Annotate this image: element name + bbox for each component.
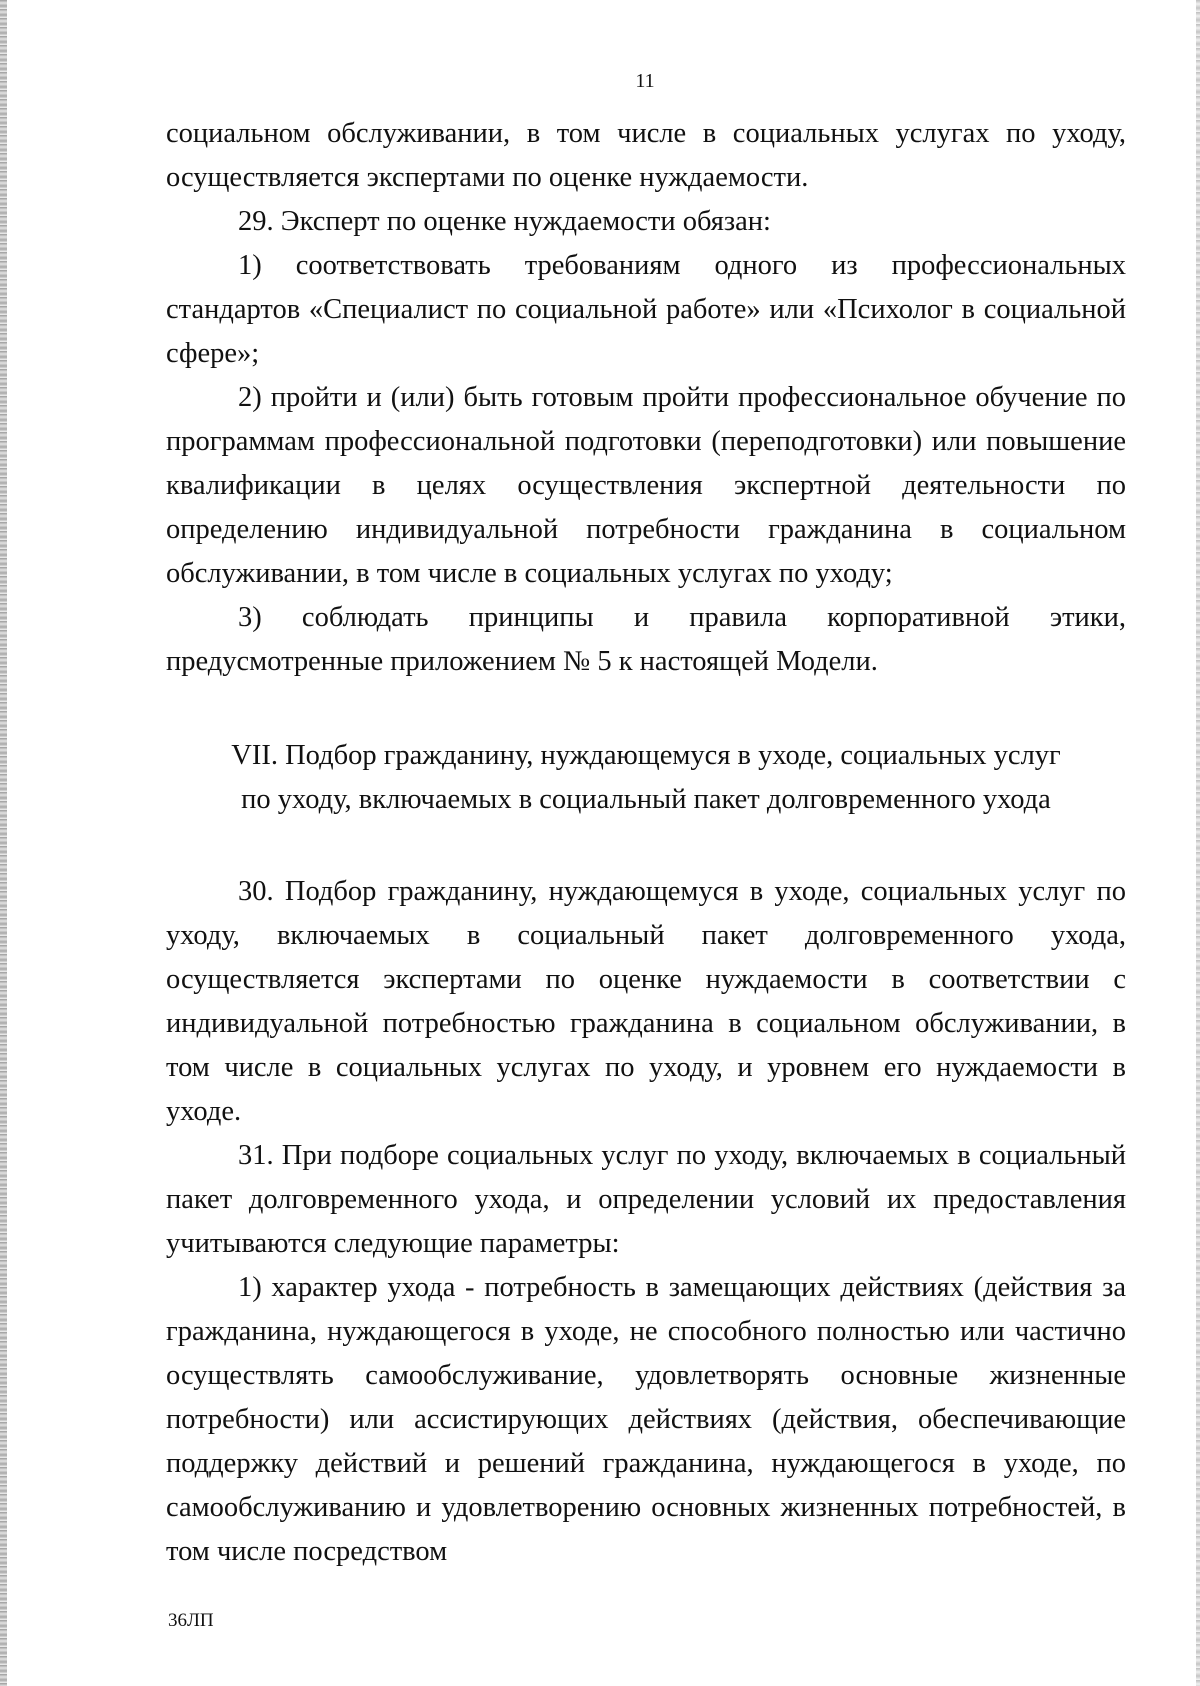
paragraph: 31. При подборе социальных услуг по уходу, включаемых в социальный пакет долговременного ухода, и определении условий их предоставления учитываются следующие параметры: (166, 1140, 1126, 1259)
scan-edge-right (1196, 0, 1200, 1686)
section-heading-line-1: VII. Подбор гражданину, нуждающемуся в уходе, социальных услуг (231, 740, 1061, 771)
paragraph: 1) характер ухода - потребность в замещающих действиях (действия за гражданина, нуждающегося в уходе, не способного полностью или частично осуществлять самообслуживание, удовлетворять основные жизненные потребности) или ассистирующих действиях (действия, обеспечивающие поддержку действий и решений гражданина, нуждающегося в уходе, по самообслуживанию и удовлетворению основных жизненных потребностей, в том числе посредством (166, 1272, 1126, 1567)
paragraph: 3) соблюдать принципы и правила корпоративной этики, предусмотренные приложением № 5 к настоящей Модели. (166, 602, 1126, 677)
footer-code: 36ЛП (168, 1610, 214, 1631)
page-number: 11 (635, 70, 655, 92)
paragraph: 30. Подбор гражданину, нуждающемуся в уходе, социальных услуг по уходу, включаемых в социальный пакет долговременного ухода, осуществляется экспертами по оценке нуждаемости в соответствии с индивидуальной потребностью гражданина в социальном обслуживании, в том числе в социальных услугах по уходу, и уровнем его нуждаемости в уходе. (166, 876, 1126, 1127)
section-heading (166, 734, 1126, 822)
paragraph: 2) пройти и (или) быть готовым пройти профессиональное обучение по программам профессиональной подготовки (переподготовки) или повышение квалификации в целях осуществления экспертной деятельности по определению индивидуальной потребности гражданина в социальном обслуживании, в том числе в социальных услугах по уходу; (166, 382, 1126, 589)
scan-edge-left (0, 0, 7, 1686)
paragraphs-top (166, 112, 1126, 684)
paragraph: социальном обслуживании, в том числе в социальных услугах по уходу, осуществляется экспертами по оценке нуждаемости. (166, 118, 1126, 193)
document-body (166, 112, 1126, 1574)
section-heading-line-2: по уходу, включаемых в социальный пакет долговременного ухода (241, 784, 1051, 815)
paragraph: 1) соответствовать требованиям одного из профессиональных стандартов «Специалист по социальной работе» или «Психолог в социальной сфере»; (166, 250, 1126, 369)
paragraphs-bottom (166, 870, 1126, 1574)
paragraph: 29. Эксперт по оценке нуждаемости обязан: (238, 206, 771, 237)
